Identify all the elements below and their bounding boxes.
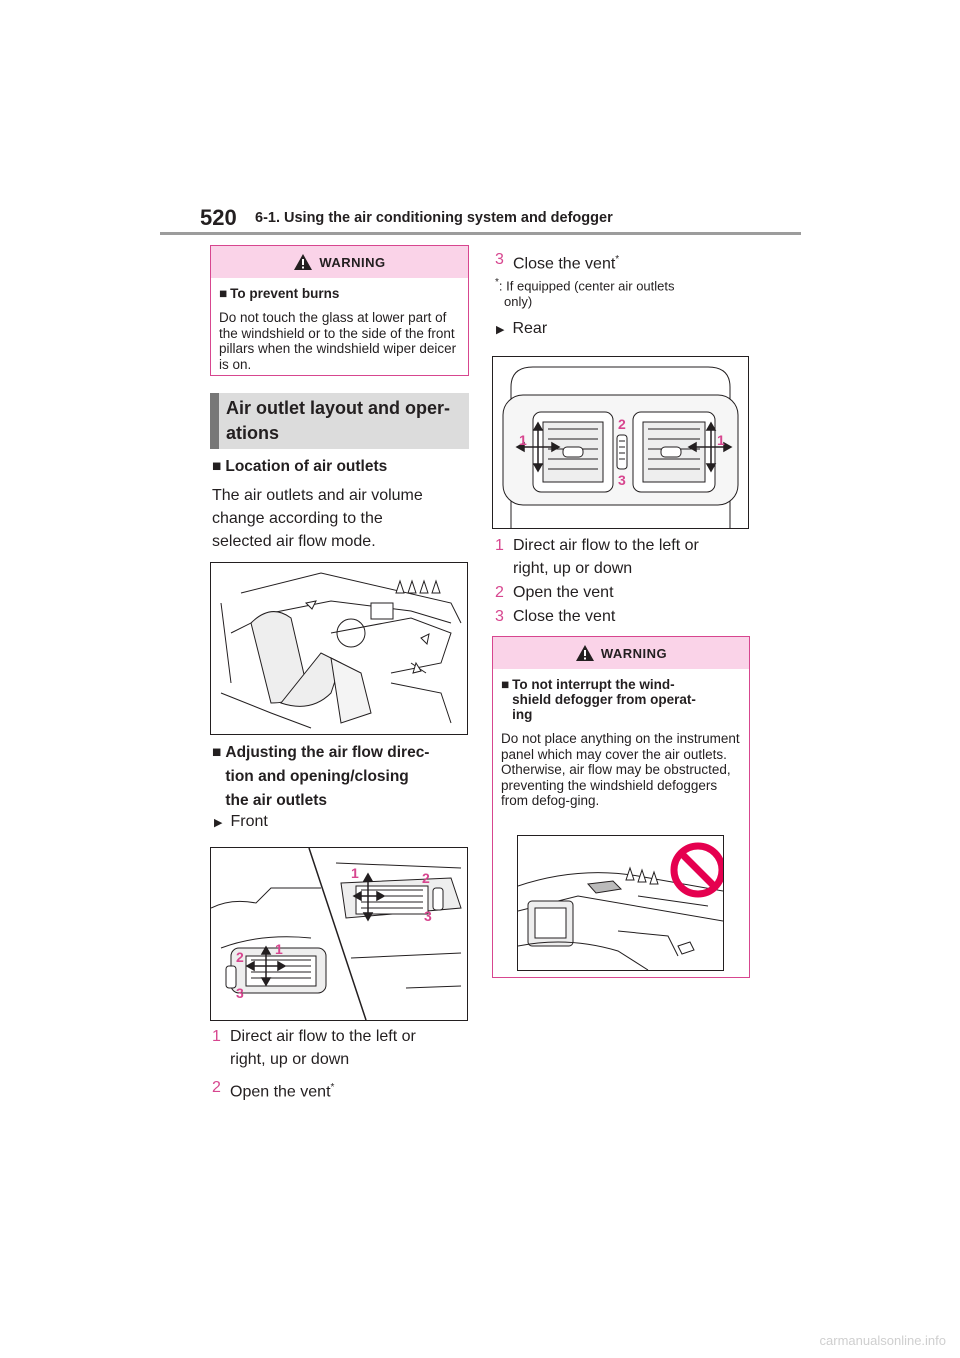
cabin-air-outlets-illustration <box>210 562 468 735</box>
callout-1: 1 <box>275 941 283 957</box>
callout-1: 1 <box>351 865 359 881</box>
dashboard-prohibited-illustration <box>517 835 724 971</box>
square-bullet-icon: ■ <box>501 677 510 692</box>
step-line: Close the vent <box>513 255 616 273</box>
rear-label <box>496 320 547 338</box>
step-number: 3 <box>495 608 504 625</box>
warning-icon <box>293 253 313 271</box>
step-text: Close the vent <box>513 608 616 625</box>
callout-2: 2 <box>618 416 626 432</box>
page-number: 520 <box>200 205 237 230</box>
rear-step-3 <box>495 605 615 628</box>
location-heading-text: Location of air outlets <box>225 458 388 475</box>
location-text-line: The air outlets and air volume <box>212 487 423 504</box>
callout-3: 3 <box>618 472 626 488</box>
step-line: Direct air flow to the left or <box>513 537 699 554</box>
warning-icon <box>575 644 595 662</box>
chapter-header: 6-1. Using the air conditioning system and defogger <box>255 210 613 226</box>
step-line: Open the vent <box>230 1083 331 1101</box>
location-text-line: change according to the <box>212 510 383 527</box>
pointer-triangle-icon: ▶ <box>496 323 505 336</box>
warning-header <box>493 637 749 669</box>
step-number: 1 <box>495 537 504 554</box>
warning-label: WARNING <box>319 254 386 270</box>
step-text <box>513 534 699 580</box>
step-number: 2 <box>212 1079 221 1096</box>
section-title <box>226 396 466 446</box>
adjusting-heading-line: Adjusting the air flow direc- <box>225 744 430 761</box>
section-title-line: Air outlet layout and oper- <box>226 398 451 418</box>
square-bullet-icon: ■ <box>212 458 222 475</box>
warning-title-line: To not interrupt the wind- <box>512 677 675 692</box>
square-bullet-icon: ■ <box>219 286 228 301</box>
step-line: right, up or down <box>230 1051 350 1068</box>
footnote-line: : If equipped (center air outlets <box>498 278 675 294</box>
adjusting-heading-line: the air outlets <box>225 792 328 809</box>
warning-box-defogger <box>492 636 750 978</box>
location-heading <box>212 455 387 479</box>
warning-title <box>501 677 741 722</box>
footnote <box>495 275 675 310</box>
warning-title-text: To prevent burns <box>230 286 340 301</box>
rear-step-1 <box>495 534 699 580</box>
adjusting-heading-text <box>225 741 429 813</box>
header-rule <box>160 232 801 235</box>
step-number: 1 <box>212 1028 221 1045</box>
section-title-line: ations <box>226 423 280 443</box>
front-step-1 <box>212 1025 416 1071</box>
location-text-line: selected air flow mode. <box>212 533 376 550</box>
warning-title <box>219 286 460 301</box>
warning-title-line: shield defogger from operat- <box>512 692 696 707</box>
callout-3: 3 <box>236 985 244 1001</box>
rear-step-2 <box>495 581 614 604</box>
square-bullet-icon: ■ <box>212 744 222 761</box>
warning-text: Do not touch the glass at lower part of the windshield or to the side of the front pillars when the windshield wiper deicer is on. <box>219 310 457 372</box>
footnote-line: only) <box>504 294 533 310</box>
front-vents-illustration <box>210 847 468 1021</box>
warning-header <box>211 246 468 278</box>
callout-2: 2 <box>236 949 244 965</box>
adjusting-heading-line: tion and opening/closing <box>225 768 409 785</box>
callout-1: 1 <box>519 432 527 448</box>
callout-2: 2 <box>422 870 430 886</box>
warning-title-text <box>512 677 696 722</box>
warning-title-line: ing <box>512 707 533 722</box>
warning-box-burns <box>210 245 469 376</box>
pointer-triangle-icon: ▶ <box>214 816 223 829</box>
front-label-text: Front <box>230 813 268 830</box>
section-title-bar <box>210 393 219 449</box>
rear-label-text: Rear <box>512 320 548 337</box>
front-label <box>214 813 268 831</box>
step-number: 2 <box>495 584 504 601</box>
rear-vents-illustration <box>492 356 749 529</box>
step-line: right, up or down <box>513 560 633 577</box>
footnote-marker: * <box>495 277 499 288</box>
front-step-3 <box>495 248 619 275</box>
step-text <box>230 1025 416 1071</box>
footnote-marker: * <box>330 1082 335 1093</box>
warning-text: Do not place anything on the instrument panel which may cover the air outlets. Otherwise, air flow may be obstructed, preventing the windshield defoggers from defog-ging. <box>501 731 740 808</box>
location-text <box>212 484 472 553</box>
front-step-2 <box>212 1076 334 1103</box>
adjusting-heading <box>212 741 470 813</box>
footnote-marker: * <box>615 254 620 265</box>
step-text: Open the vent <box>513 584 614 601</box>
warning-label: WARNING <box>600 645 668 661</box>
watermark: carmanualsonline.info <box>819 1333 946 1348</box>
callout-3: 3 <box>424 908 432 924</box>
step-text <box>230 1076 334 1103</box>
step-line: Direct air flow to the left or <box>230 1028 416 1045</box>
step-number: 3 <box>495 251 504 268</box>
callout-1: 1 <box>717 432 725 448</box>
section-title-box <box>210 393 469 449</box>
step-text <box>513 248 619 275</box>
